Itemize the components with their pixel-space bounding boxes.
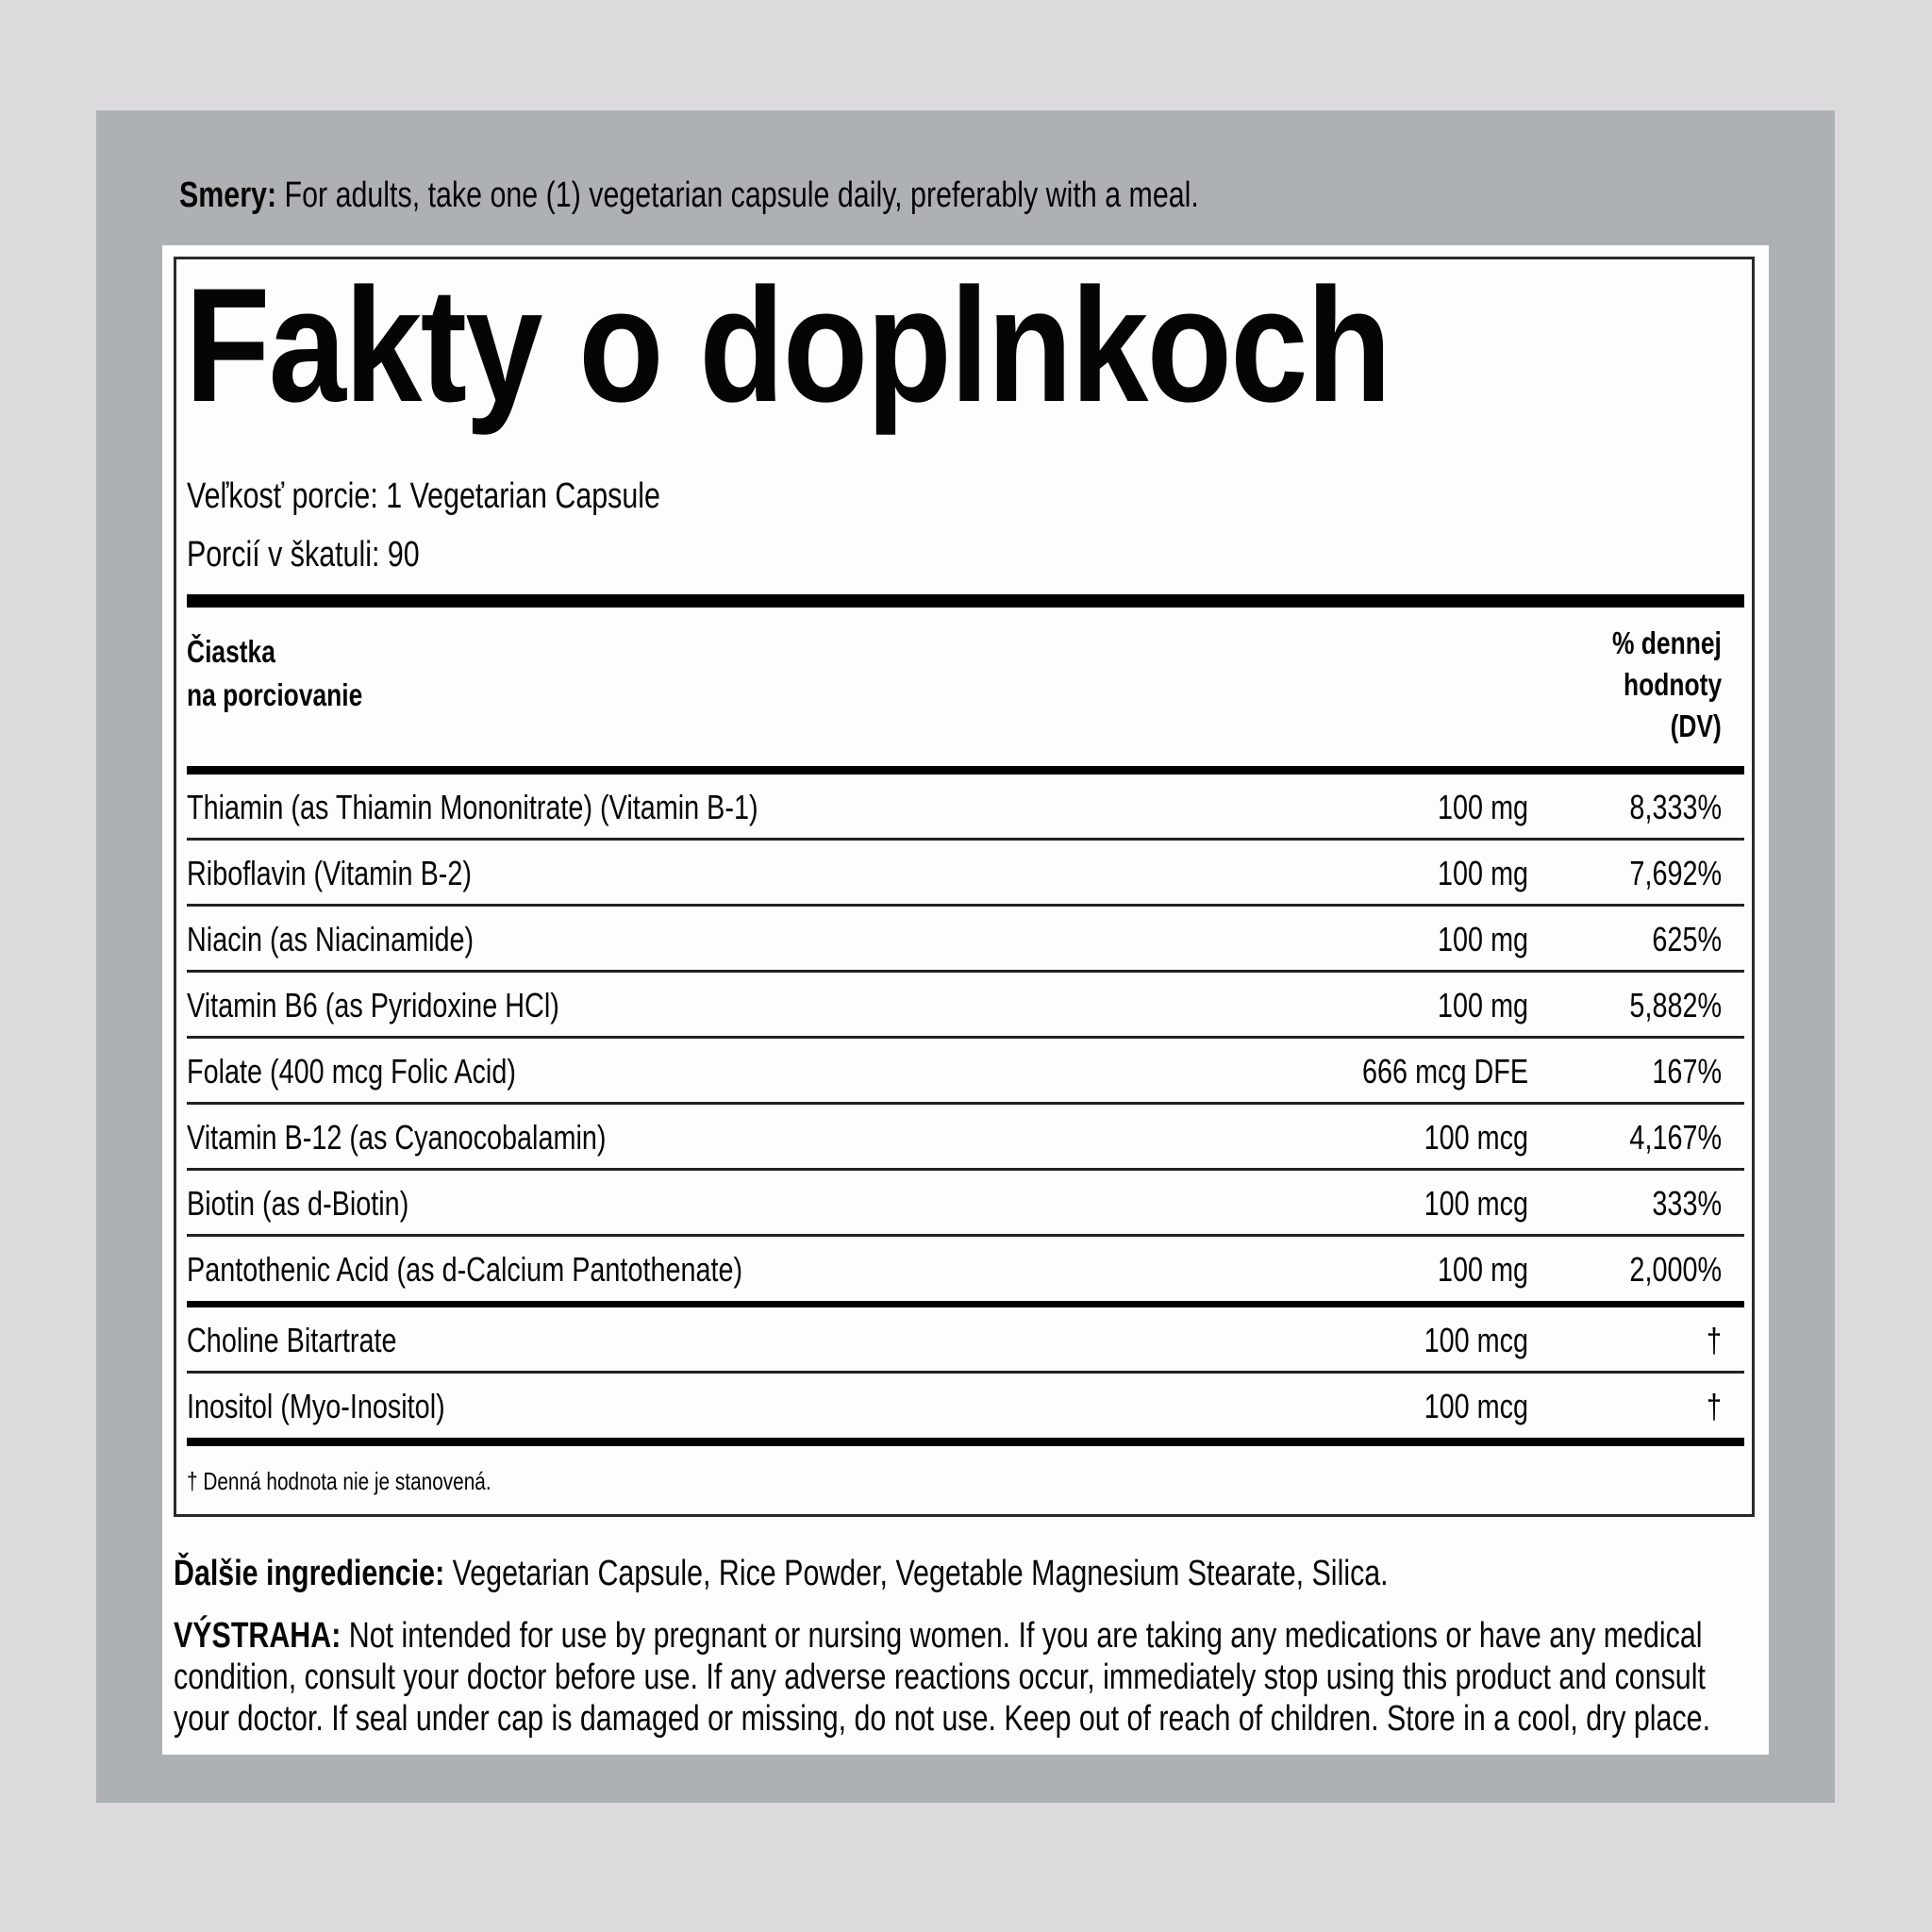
thick-rule-bottom	[187, 1438, 1744, 1446]
nutrient-amount: 100 mcg	[1424, 1184, 1528, 1223]
thick-rule-top	[187, 594, 1744, 608]
nutrient-row	[187, 1039, 1744, 1105]
nutrient-row	[187, 774, 1744, 841]
nutrient-row	[187, 1307, 1744, 1374]
other-ingredients-label: Ďalšie ingrediencie:	[174, 1554, 445, 1593]
nutrient-dv: 5,882%	[1629, 986, 1722, 1024]
nutrient-amount: 100 mg	[1437, 1250, 1528, 1289]
nutrient-name: Thiamin (as Thiamin Mononitrate) (Vitamin B-1)	[187, 788, 758, 826]
nutrient-row	[187, 1171, 1744, 1237]
nutrient-dv: 7,692%	[1629, 854, 1722, 892]
other-ingredients-text: Vegetarian Capsule, Rice Powder, Vegetable Magnesium Stearate, Silica.	[452, 1554, 1389, 1593]
nutrient-row	[187, 1237, 1744, 1303]
directions-text: For adults, take one (1) vegetarian capsule daily, preferably with a meal.	[284, 175, 1199, 215]
other-ingredients	[174, 1551, 1692, 1596]
daily-value-header: % dennej hodnoty (DV)	[1612, 625, 1722, 743]
medium-rule	[187, 1301, 1744, 1307]
nutrient-dv: 4,167%	[1629, 1118, 1722, 1157]
nutrient-row	[187, 841, 1744, 907]
nutrient-dv: 625%	[1652, 920, 1722, 958]
directions-label: Smery:	[179, 175, 277, 215]
nutrient-row	[187, 907, 1744, 973]
footnote: † Denná hodnota nie je stanovená.	[187, 1467, 491, 1495]
nutrient-name: Choline Bitartrate	[187, 1321, 397, 1359]
directions	[179, 172, 1454, 219]
nutrient-amount: 100 mcg	[1424, 1321, 1528, 1359]
nutrient-name: Biotin (as d-Biotin)	[187, 1184, 409, 1223]
nutrient-row	[187, 1374, 1744, 1440]
nutrient-name: Vitamin B6 (as Pyridoxine HCl)	[187, 986, 559, 1024]
nutrient-name: Pantothenic Acid (as d-Calcium Pantothenate)	[187, 1250, 743, 1289]
nutrient-name: Vitamin B-12 (as Cyanocobalamin)	[187, 1118, 607, 1157]
servings-per-container: Porcií v škatuli: 90	[187, 535, 420, 575]
nutrient-amount: 100 mg	[1437, 854, 1528, 892]
dagger-icon: †	[1706, 1321, 1722, 1359]
nutrient-name: Riboflavin (Vitamin B-2)	[187, 854, 472, 892]
nutrient-amount: 100 mg	[1437, 920, 1528, 958]
nutrient-amount: 100 mg	[1437, 986, 1528, 1024]
nutrient-amount: 100 mg	[1437, 788, 1528, 826]
nutrient-row	[187, 973, 1744, 1039]
nutrient-name: Folate (400 mcg Folic Acid)	[187, 1052, 516, 1091]
warning: VÝSTRAHA: Not intended for use by pregnant or nursing women. If you are taking any medications or have any medical condition, consult your doctor before use. If any adverse reactions occur, immediately stop using this product and consult your doctor. If seal under cap is damaged or missing, do not use. Keep out of reach of children. Store in a cool, dry place.	[174, 1616, 1711, 1739]
dagger-icon: †	[1706, 1387, 1722, 1425]
nutrient-name: Inositol (Myo-Inositol)	[187, 1387, 445, 1425]
facts-title: Fakty o doplnkoch	[185, 255, 1391, 436]
nutrient-amount: 100 mcg	[1424, 1118, 1528, 1157]
amount-per-serving-header: Čiastka na porciovanie	[187, 634, 363, 712]
serving-size: Veľkosť porcie: 1 Vegetarian Capsule	[187, 476, 660, 516]
nutrient-amount: 100 mcg	[1424, 1387, 1528, 1425]
nutrient-dv: 2,000%	[1629, 1250, 1722, 1289]
nutrient-row	[187, 1105, 1744, 1171]
nutrient-name: Niacin (as Niacinamide)	[187, 920, 475, 958]
nutrient-amount: 666 mcg DFE	[1361, 1052, 1528, 1091]
nutrient-dv: 333%	[1652, 1184, 1722, 1223]
thick-rule-header	[187, 766, 1744, 774]
nutrient-dv: 8,333%	[1629, 788, 1722, 826]
warning-label: VÝSTRAHA:	[174, 1616, 341, 1656]
nutrient-dv: 167%	[1652, 1052, 1722, 1091]
